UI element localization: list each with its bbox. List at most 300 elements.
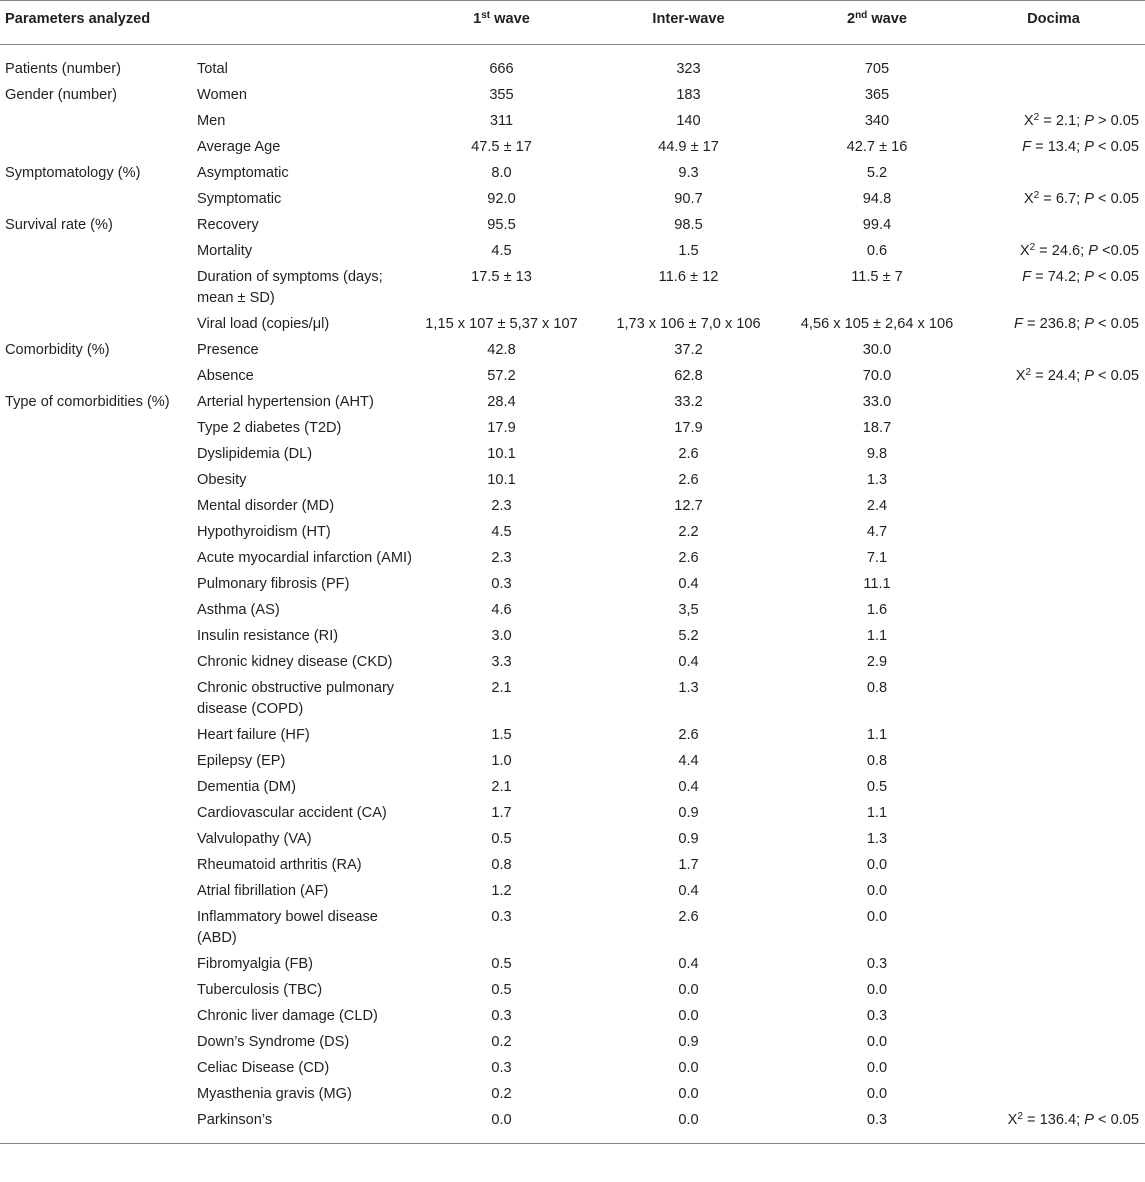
parameter-cell: Asthma (AS) — [197, 602, 280, 618]
first-wave-cell: 1.2 — [491, 883, 512, 899]
group-cell — [0, 1030, 194, 1056]
inter-wave-cell: 0.0 — [678, 1086, 699, 1102]
group-cell — [0, 905, 194, 952]
header-subparameter — [194, 1, 418, 45]
statistic-value: = 136.4; — [1022, 1112, 1085, 1128]
parameter-cell: Inflammatory bowel disease (ABD) — [197, 909, 378, 946]
first-wave-cell: 4.6 — [491, 602, 512, 618]
group-cell — [0, 598, 194, 624]
group-cell — [0, 1004, 194, 1030]
p-symbol: P — [1084, 269, 1094, 285]
table-row — [0, 676, 1145, 723]
table-row — [0, 265, 1145, 312]
table-row — [0, 416, 1145, 442]
table-row — [0, 520, 1145, 546]
second-wave-cell: 340 — [864, 113, 890, 129]
table-row — [0, 187, 1145, 213]
group-cell: Type of comorbidities (%) — [5, 394, 170, 410]
table-row — [0, 905, 1145, 952]
table-row — [0, 801, 1145, 827]
second-wave-cell: 11.5 ± 7 — [851, 269, 903, 285]
parameter-cell: Mental disorder (MD) — [197, 498, 335, 514]
table-row — [0, 879, 1145, 905]
p-value: <0.05 — [1098, 243, 1139, 259]
parameter-cell: Insulin resistance (RI) — [197, 628, 339, 644]
parameter-cell: Myasthenia gravis (MG) — [197, 1086, 352, 1102]
group-cell — [0, 723, 194, 749]
inter-wave-cell: 323 — [676, 61, 701, 77]
header-second-wave-suffix: nd — [855, 10, 868, 21]
first-wave-cell: 2.1 — [491, 680, 512, 696]
second-wave-cell: 0.3 — [792, 1108, 962, 1144]
second-wave-cell: 365 — [864, 87, 890, 103]
docima-cell — [962, 775, 1145, 801]
inter-wave-cell: 33.2 — [674, 394, 703, 410]
docima-cell — [962, 1082, 1145, 1108]
inter-wave-cell: 0.4 — [678, 576, 699, 592]
first-wave-cell: 0.3 — [491, 576, 512, 592]
first-wave-cell: 0.3 — [491, 909, 512, 925]
inter-wave-cell: 44.9 ± 17 — [658, 139, 719, 155]
group-cell — [0, 952, 194, 978]
statistic-superscript: 2 — [1033, 112, 1040, 123]
docima-cell — [962, 83, 1145, 109]
table-body — [0, 45, 1145, 1144]
inter-wave-cell: 0.4 — [678, 654, 699, 670]
second-wave-cell: 705 — [864, 61, 890, 77]
table-row — [0, 1082, 1145, 1108]
statistic-value: = 2.1; — [1039, 113, 1085, 129]
inter-wave-cell: 11.6 ± 12 — [658, 269, 719, 285]
header-inter-wave: Inter-wave — [585, 1, 792, 45]
table-row — [0, 624, 1145, 650]
inter-wave-cell: 9.3 — [678, 165, 699, 181]
first-wave-cell: 10.1 — [487, 472, 516, 488]
parameter-cell: Asymptomatic — [197, 165, 289, 181]
header-second-wave-number: 2 — [846, 11, 856, 27]
second-wave-cell: 0.0 — [866, 982, 888, 998]
p-symbol: P — [1084, 368, 1094, 384]
table-row — [0, 135, 1145, 161]
group-cell — [0, 572, 194, 598]
inter-wave-cell: 37.2 — [674, 342, 703, 358]
p-symbol: P — [1084, 191, 1094, 207]
second-wave-cell: 4,56 x 105 ± 2,64 x 106 — [800, 316, 954, 332]
first-wave-cell: 2.3 — [491, 498, 512, 514]
parameter-cell: Average Age — [197, 139, 281, 155]
inter-wave-cell: 0.0 — [585, 1108, 792, 1144]
first-wave-cell: 3.0 — [491, 628, 512, 644]
docima-cell — [962, 45, 1145, 83]
second-wave-cell: 7.1 — [866, 550, 888, 566]
second-wave-cell: 0.0 — [866, 1060, 888, 1076]
group-cell — [0, 135, 194, 161]
docima-cell — [962, 1056, 1145, 1082]
inter-wave-cell: 3,5 — [678, 602, 699, 618]
inter-wave-cell: 0.4 — [678, 956, 699, 972]
first-wave-cell: 28.4 — [487, 394, 516, 410]
first-wave-cell: 3.3 — [491, 654, 512, 670]
table-row — [0, 161, 1145, 187]
group-cell — [0, 624, 194, 650]
docima-cell — [962, 978, 1145, 1004]
parameter-cell: Dyslipidemia (DL) — [197, 446, 313, 462]
first-wave-cell: 92.0 — [487, 191, 516, 207]
second-wave-cell: 0.3 — [866, 1008, 888, 1024]
first-wave-cell: 1.7 — [491, 805, 512, 821]
second-wave-cell: 0.0 — [866, 1034, 888, 1050]
table-row — [0, 978, 1145, 1004]
first-wave-cell: 57.2 — [487, 368, 516, 384]
parameter-cell: Mortality — [197, 243, 253, 259]
docima-cell — [962, 416, 1145, 442]
statistic-superscript: 2 — [1017, 1111, 1023, 1122]
table-row — [0, 853, 1145, 879]
second-wave-cell: 30.0 — [862, 342, 892, 358]
table-row — [0, 572, 1145, 598]
table-row — [0, 45, 1145, 83]
table-row — [0, 442, 1145, 468]
inter-wave-cell: 62.8 — [674, 368, 703, 384]
inter-wave-cell: 12.7 — [674, 498, 703, 514]
p-value: > 0.05 — [1093, 113, 1139, 129]
second-wave-cell: 99.4 — [862, 217, 892, 233]
inter-wave-cell: 2.6 — [678, 909, 699, 925]
header-first-wave — [418, 1, 585, 45]
first-wave-cell: 47.5 ± 17 — [471, 139, 532, 155]
docima-cell — [962, 265, 1145, 312]
group-cell — [0, 853, 194, 879]
second-wave-cell: 1.3 — [866, 831, 888, 847]
second-wave-cell: 5.2 — [866, 165, 888, 181]
docima-cell — [962, 749, 1145, 775]
docima-cell — [962, 546, 1145, 572]
table-row — [0, 213, 1145, 239]
first-wave-cell: 2.3 — [491, 550, 512, 566]
parameter-cell: Rheumatoid arthritis (RA) — [197, 857, 362, 873]
inter-wave-cell: 2.6 — [678, 550, 699, 566]
second-wave-cell: 9.8 — [866, 446, 888, 462]
statistic-value: = 236.8; — [1022, 316, 1085, 332]
group-cell — [0, 749, 194, 775]
p-value: < 0.05 — [1093, 269, 1139, 285]
statistic-symbol: X — [1019, 243, 1030, 259]
parameter-cell: Chronic liver damage (CLD) — [197, 1008, 378, 1024]
statistic-symbol: F — [1022, 139, 1032, 155]
inter-wave-cell: 183 — [676, 87, 701, 103]
docima-cell — [962, 520, 1145, 546]
inter-wave-cell: 2.6 — [678, 727, 699, 743]
header-second-wave — [792, 1, 962, 45]
table-row — [0, 546, 1145, 572]
parameter-cell: Total — [197, 61, 228, 77]
docima-cell — [962, 598, 1145, 624]
second-wave-cell: 0.8 — [866, 753, 888, 769]
docima-cell — [962, 676, 1145, 723]
p-symbol: P — [1088, 243, 1099, 259]
inter-wave-cell: 140 — [676, 113, 701, 129]
table-row — [0, 650, 1145, 676]
docima-cell — [962, 494, 1145, 520]
inter-wave-cell: 0.9 — [678, 1034, 699, 1050]
docima-cell — [962, 442, 1145, 468]
statistic-symbol: F — [1014, 316, 1023, 332]
second-wave-cell: 2.4 — [866, 498, 888, 514]
group-cell — [0, 978, 194, 1004]
second-wave-cell: 70.0 — [862, 368, 892, 384]
p-symbol: P — [1084, 139, 1094, 155]
first-wave-cell: 311 — [489, 113, 514, 129]
group-cell: Comorbidity (%) — [5, 342, 110, 358]
group-cell: Gender (number) — [5, 87, 117, 103]
p-value: < 0.05 — [1093, 1112, 1139, 1128]
table-row — [0, 749, 1145, 775]
parameter-cell: Men — [197, 113, 226, 129]
inter-wave-cell: 1,73 x 106 ± 7,0 x 106 — [616, 316, 761, 332]
docima-cell — [962, 338, 1145, 364]
first-wave-cell: 42.8 — [487, 342, 516, 358]
docima-cell — [962, 364, 1145, 390]
second-wave-cell: 1.1 — [866, 628, 888, 644]
parameter-cell: Valvulopathy (VA) — [197, 831, 312, 847]
statistic-symbol: F — [1022, 269, 1032, 285]
parameter-cell: Recovery — [197, 217, 259, 233]
inter-wave-cell: 0.4 — [678, 779, 699, 795]
parameter-cell: Arterial hypertension (AHT) — [197, 394, 374, 410]
parameter-cell: Pulmonary fibrosis (PF) — [197, 576, 350, 592]
statistic-symbol: X — [1023, 113, 1034, 129]
table-row — [0, 364, 1145, 390]
first-wave-cell: 4.5 — [491, 243, 512, 259]
first-wave-cell: 0.2 — [491, 1086, 512, 1102]
first-wave-cell: 95.5 — [487, 217, 516, 233]
header-first-wave-suffix: st — [481, 10, 491, 21]
second-wave-cell: 42.7 ± 16 — [846, 139, 908, 155]
first-wave-cell: 17.5 ± 13 — [471, 269, 532, 285]
docima-cell — [962, 161, 1145, 187]
inter-wave-cell: 98.5 — [674, 217, 703, 233]
table-row — [0, 827, 1145, 853]
second-wave-cell: 1.1 — [866, 805, 888, 821]
group-cell — [0, 265, 194, 312]
parameter-cell: Fibromyalgia (FB) — [197, 956, 313, 972]
second-wave-cell: 1.6 — [866, 602, 888, 618]
header-second-wave-label: wave — [867, 11, 908, 27]
group-cell — [0, 416, 194, 442]
group-cell — [0, 364, 194, 390]
inter-wave-cell: 1.5 — [678, 243, 699, 259]
table-row — [0, 109, 1145, 135]
header-parameters: Parameters analyzed — [0, 1, 194, 45]
group-cell — [0, 1108, 194, 1144]
parameter-cell: Atrial fibrillation (AF) — [197, 883, 329, 899]
group-cell — [0, 239, 194, 265]
inter-wave-cell: 4.4 — [678, 753, 699, 769]
statistic-value: = 74.2; — [1031, 269, 1085, 285]
inter-wave-cell: 1.7 — [678, 857, 699, 873]
parameter-cell: Epilepsy (EP) — [197, 753, 286, 769]
table-row — [0, 775, 1145, 801]
first-wave-cell: 4.5 — [491, 524, 512, 540]
docima-cell — [962, 952, 1145, 978]
inter-wave-cell: 0.9 — [678, 805, 699, 821]
second-wave-cell: 0.6 — [866, 243, 888, 259]
first-wave-cell: 0.5 — [491, 831, 512, 847]
second-wave-cell: 33.0 — [862, 394, 892, 410]
statistic-superscript: 2 — [1029, 242, 1036, 253]
group-cell — [0, 520, 194, 546]
group-cell — [0, 879, 194, 905]
group-cell — [0, 801, 194, 827]
p-symbol: P — [1084, 1112, 1094, 1128]
inter-wave-cell: 0.0 — [678, 1060, 699, 1076]
statistic-value: = 24.6; — [1035, 243, 1089, 259]
parameter-cell: Parkinson’s — [194, 1108, 418, 1144]
inter-wave-cell: 5.2 — [678, 628, 699, 644]
parameter-cell: Viral load (copies/μl) — [197, 316, 330, 332]
first-wave-cell: 355 — [489, 87, 514, 103]
docima-cell — [962, 879, 1145, 905]
first-wave-cell: 17.9 — [487, 420, 516, 436]
header-row — [0, 1, 1145, 45]
statistic-symbol: X — [1007, 1112, 1018, 1128]
second-wave-cell: 0.0 — [866, 883, 888, 899]
table-row — [0, 312, 1145, 338]
parameter-cell: Hypothyroidism (HT) — [197, 524, 331, 540]
inter-wave-cell: 2.6 — [678, 472, 699, 488]
docima-cell — [962, 723, 1145, 749]
statistic-superscript: 2 — [1033, 190, 1040, 201]
parameter-cell: Heart failure (HF) — [197, 727, 310, 743]
parameter-cell: Symptomatic — [197, 191, 282, 207]
first-wave-cell: 0.5 — [491, 956, 512, 972]
docima-cell — [962, 827, 1145, 853]
first-wave-cell: 0.8 — [491, 857, 512, 873]
group-cell: Symptomatology (%) — [5, 165, 141, 181]
second-wave-cell: 1.3 — [866, 472, 888, 488]
inter-wave-cell: 0.0 — [678, 1008, 699, 1024]
table-row — [0, 239, 1145, 265]
group-cell — [0, 187, 194, 213]
p-value: < 0.05 — [1093, 316, 1139, 332]
docima-cell — [962, 213, 1145, 239]
parameter-cell: Tuberculosis (TBC) — [197, 982, 323, 998]
parameter-cell: Chronic kidney disease (CKD) — [197, 654, 393, 670]
group-cell — [0, 1056, 194, 1082]
parameter-cell: Dementia (DM) — [197, 779, 296, 795]
group-cell — [0, 1082, 194, 1108]
inter-wave-cell: 90.7 — [674, 191, 703, 207]
second-wave-cell: 0.0 — [866, 1086, 888, 1102]
parameter-cell: Acute myocardial infarction (AMI) — [197, 550, 412, 566]
group-cell — [0, 775, 194, 801]
parameter-cell: Type 2 diabetes (T2D) — [197, 420, 342, 436]
table-row — [0, 83, 1145, 109]
statistic-value: = 24.4; — [1031, 368, 1085, 384]
first-wave-cell: 0.0 — [418, 1108, 585, 1144]
docima-cell — [962, 905, 1145, 952]
parameter-cell: Cardiovascular accident (CA) — [197, 805, 387, 821]
p-value: < 0.05 — [1093, 191, 1139, 207]
first-wave-cell: 1,15 x 107 ± 5,37 x 107 — [425, 316, 578, 332]
statistic-value: = 6.7; — [1039, 191, 1085, 207]
group-cell — [0, 546, 194, 572]
first-wave-cell: 0.5 — [491, 982, 512, 998]
group-cell — [0, 442, 194, 468]
docima-cell — [962, 1108, 1145, 1144]
table-row — [0, 598, 1145, 624]
parameter-cell: Celiac Disease (CD) — [197, 1060, 330, 1076]
docima-cell — [962, 468, 1145, 494]
parameter-cell: Absence — [197, 368, 254, 384]
second-wave-cell: 11.1 — [863, 576, 891, 592]
table-row — [0, 1056, 1145, 1082]
group-cell — [0, 676, 194, 723]
first-wave-cell: 666 — [489, 61, 514, 77]
second-wave-cell: 4.7 — [866, 524, 888, 540]
group-cell: Patients (number) — [5, 61, 121, 77]
second-wave-cell: 94.8 — [862, 191, 892, 207]
p-value: < 0.05 — [1093, 368, 1139, 384]
table-row — [0, 1004, 1145, 1030]
docima-cell — [962, 853, 1145, 879]
second-wave-cell: 0.0 — [866, 857, 888, 873]
table-row — [0, 1030, 1145, 1056]
table-row — [0, 494, 1145, 520]
first-wave-cell: 1.5 — [491, 727, 512, 743]
docima-cell — [962, 1004, 1145, 1030]
first-wave-cell: 10.1 — [487, 446, 516, 462]
table-row — [0, 468, 1145, 494]
parameter-cell: Chronic obstructive pulmonary disease (COPD) — [197, 680, 395, 717]
docima-cell — [962, 390, 1145, 416]
table-row — [0, 390, 1145, 416]
group-cell — [0, 494, 194, 520]
table-row — [0, 1108, 1145, 1144]
second-wave-cell: 0.0 — [866, 909, 888, 925]
second-wave-cell: 0.5 — [866, 779, 888, 795]
header-docima: Docima — [962, 1, 1145, 45]
group-cell — [0, 650, 194, 676]
first-wave-cell: 1.0 — [491, 753, 512, 769]
first-wave-cell: 0.2 — [491, 1034, 512, 1050]
parameter-cell: Women — [197, 87, 248, 103]
table-row — [0, 723, 1145, 749]
parameter-cell: Down’s Syndrome (DS) — [197, 1034, 350, 1050]
group-cell — [0, 109, 194, 135]
group-cell: Survival rate (%) — [5, 217, 113, 233]
second-wave-cell: 1.1 — [866, 727, 888, 743]
second-wave-cell: 0.3 — [866, 956, 888, 972]
inter-wave-cell: 2.2 — [678, 524, 699, 540]
p-value: < 0.05 — [1093, 139, 1139, 155]
statistic-symbol: X — [1015, 368, 1026, 384]
parameter-cell: Duration of symptoms (days; mean ± SD) — [197, 269, 383, 306]
header-first-wave-label: wave — [490, 11, 530, 27]
second-wave-cell: 0.8 — [866, 680, 888, 696]
statistic-value: = 13.4; — [1031, 139, 1085, 155]
group-cell — [0, 827, 194, 853]
docima-cell — [962, 187, 1145, 213]
parameter-cell: Presence — [197, 342, 259, 358]
second-wave-cell: 2.9 — [866, 654, 888, 670]
p-symbol: P — [1084, 316, 1094, 332]
first-wave-cell: 8.0 — [491, 165, 512, 181]
inter-wave-cell: 2.6 — [678, 446, 699, 462]
inter-wave-cell: 0.0 — [678, 982, 699, 998]
inter-wave-cell: 0.4 — [678, 883, 699, 899]
inter-wave-cell: 0.9 — [678, 831, 699, 847]
